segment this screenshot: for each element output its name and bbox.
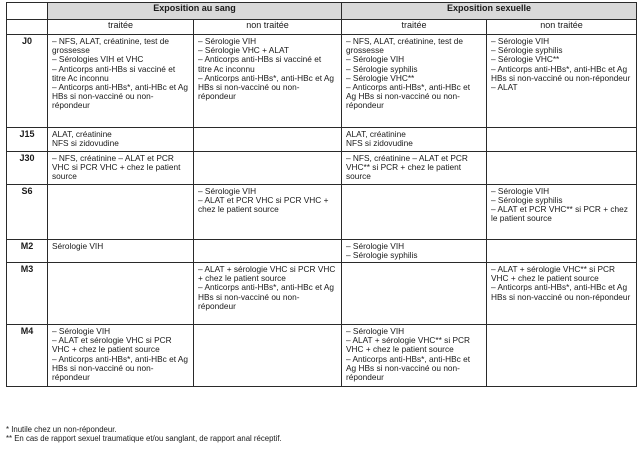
cell-item: – ALAT + sérologie VHC** si PCR VHC + chez le patient source: [346, 335, 470, 355]
cell-item: – Sérologie VIH: [491, 36, 550, 46]
cell-item: – Sérologie syphilis: [346, 249, 418, 260]
cell-item: – Sérologie VIH: [198, 36, 257, 46]
subheader-sexuelle-traitee: traitée: [342, 20, 487, 35]
cell-item: – Sérologie VHC**: [491, 54, 560, 65]
cell-item: – Sérologie VIH: [52, 326, 111, 337]
table-cell: [487, 184, 637, 239]
header-exposition-sexuelle: Exposition sexuelle: [342, 3, 637, 20]
cell-item: – Anticorps anti-HBs si vacciné et titre Ac inconnu: [198, 54, 322, 74]
cell-item: – Sérologie VIH: [346, 240, 405, 251]
table-cell: [342, 325, 487, 387]
table-cell: [48, 239, 194, 262]
cell-item: – Anticorps anti-HBs si vacciné et titre Ac inconnu: [52, 63, 176, 83]
cell-item: NFS si zidovudine: [52, 138, 119, 149]
corner-cell-2: [7, 20, 48, 35]
table-row: [7, 152, 637, 185]
table-cell: [48, 263, 194, 325]
table-cell: [194, 152, 342, 185]
table-cell: [48, 152, 194, 185]
table-cell: [342, 239, 487, 262]
cell-item: – ALAT: [491, 82, 518, 93]
table-cell: [194, 239, 342, 262]
cell-item: Sérologie VIH: [52, 240, 104, 251]
cell-item: – Sérologie VIH: [346, 326, 405, 337]
table-cell: [342, 35, 487, 128]
row-label: J15: [7, 128, 48, 152]
table-cell: [48, 325, 194, 387]
cell-item: – Sérologie VIH: [346, 54, 405, 65]
table-cell: [48, 128, 194, 152]
footnote: * Inutile chez un non-répondeur.: [6, 425, 117, 434]
table-cell: [194, 128, 342, 152]
cell-item: – Anticorps anti-HBs*, anti-HBc et Ag HBs si non-vacciné ou non-répondeur: [346, 82, 471, 111]
cell-item: – ALAT et PCR VHC si PCR VHC + chez le patient source: [198, 194, 329, 215]
row-label: J30: [7, 152, 48, 185]
footnotes: [6, 425, 282, 443]
cell-item: – ALAT et sérologie VHC si PCR VHC + chez le patient source: [52, 335, 172, 355]
corner-cell: [7, 3, 48, 20]
table-cell: [487, 35, 637, 128]
cell-item: – Sérologie syphilis: [346, 63, 418, 74]
cell-item: – Anticorps anti-HBs*, anti-HBc et Ag HBs si non-vacciné ou non-répondeur: [491, 63, 631, 83]
cell-item: – ALAT + sérologie VHC si PCR VHC + chez le patient source: [198, 264, 336, 284]
table-cell: [487, 239, 637, 262]
cell-item: – NFS, ALAT, créatinine, test de grossesse: [52, 36, 169, 56]
cell-item: – NFS, créatinine – ALAT et PCR VHC** si PCR + chez le patient source: [346, 153, 468, 182]
footnote: ** En cas de rapport sexuel traumatique et/ou sanglant, de rapport anal réceptif.: [6, 434, 282, 443]
cell-item: – Anticorps anti-HBs*, anti-HBc et Ag HBs si non-vacciné ou non-répondeur: [52, 82, 189, 111]
cell-item: – Sérologies VIH et VHC: [52, 54, 144, 65]
row-label: M3: [7, 263, 48, 325]
cell-item: ALAT, créatinine: [346, 129, 406, 139]
cell-item: – Sérologie VHC + ALAT: [198, 45, 289, 56]
table-cell: [194, 325, 342, 387]
table-cell: [342, 152, 487, 185]
row-label: J0: [7, 35, 48, 128]
subheader-sang-traitee: traitée: [48, 20, 194, 35]
cell-item: – Anticorps anti-HBs*, anti-HBc et Ag HBs si non-vacciné ou non-répondeur: [491, 282, 631, 302]
table-cell: [487, 128, 637, 152]
header-exposition-sang: Exposition au sang: [48, 3, 342, 20]
cell-item: – Sérologie VIH: [198, 185, 257, 196]
cell-item: – NFS, créatinine – ALAT et PCR VHC si PCR VHC + chez le patient source: [52, 153, 181, 182]
cell-item: – Sérologie VHC**: [346, 72, 415, 83]
table-cell: [487, 263, 637, 325]
cell-item: – Anticorps anti-HBs*, anti-HBc et Ag HBs si non-vacciné ou non-répondeur: [198, 72, 335, 102]
cell-item: – Anticorps anti-HBs*, anti-HBc et Ag HBs si non-vacciné ou non-répondeur: [346, 353, 471, 383]
cell-item: – Sérologie syphilis: [491, 194, 563, 205]
table-row: [7, 35, 637, 128]
cell-item: ALAT, créatinine: [52, 129, 112, 139]
table-row: [7, 184, 637, 239]
table-cell: [342, 263, 487, 325]
cell-item: – ALAT + sérologie VHC** si PCR VHC + chez le patient source: [491, 264, 615, 284]
subheader-sang-non-traitee: non traitée: [194, 20, 342, 35]
table-cell: [48, 184, 194, 239]
row-label: M4: [7, 325, 48, 387]
table-row: [7, 325, 637, 387]
table-cell: [48, 35, 194, 128]
table-row: [7, 128, 637, 152]
cell-item: – Sérologie syphilis: [491, 45, 563, 56]
table-cell: [194, 184, 342, 239]
table-row: [7, 263, 637, 325]
cell-item: – NFS, ALAT, créatinine, test de grossesse: [346, 36, 463, 56]
table-cell: [194, 35, 342, 128]
table-cell: [194, 263, 342, 325]
cell-item: – Anticorps anti-HBs*, anti-HBc et Ag HBs si non-vacciné ou non-répondeur: [52, 353, 189, 383]
table-cell: [487, 325, 637, 387]
row-label: M2: [7, 239, 48, 262]
subheader-sexuelle-non-traitee: non traitée: [487, 20, 637, 35]
table-cell: [487, 152, 637, 185]
table-cell: [342, 128, 487, 152]
cell-item: – Anticorps anti-HBs*, anti-HBc et Ag HBs si non-vacciné ou non-répondeur: [198, 282, 335, 311]
cell-item: – ALAT et PCR VHC** si PCR + chez le patient source: [491, 204, 628, 224]
table-cell: [342, 184, 487, 239]
row-label: S6: [7, 184, 48, 239]
table-row: [7, 239, 637, 262]
cell-item: – Sérologie VIH: [491, 185, 550, 196]
cell-item: NFS si zidovudine: [346, 138, 413, 149]
follow-up-table: [6, 2, 637, 387]
